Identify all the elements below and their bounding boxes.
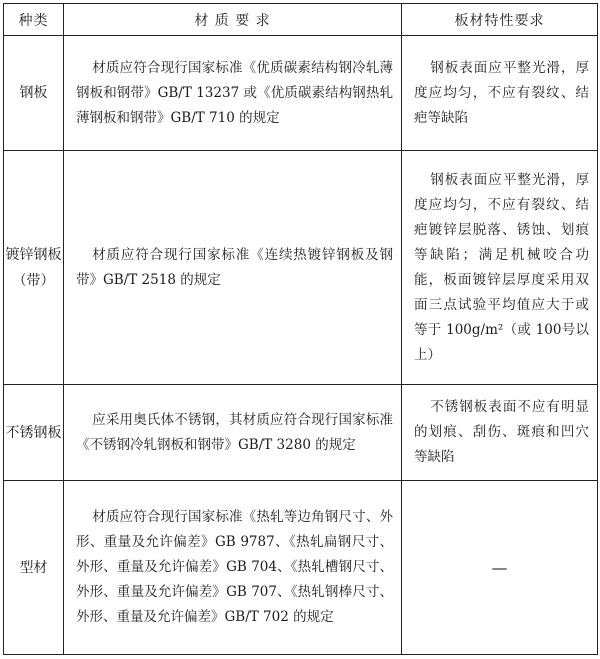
kind-cell: 钢板 (4, 36, 64, 151)
material-text: 材质应符合现行国家标准《热轧等边角钢尺寸、外形、重量及允许偏差》GB 9787、《热轧扁钢尺寸、外形、重量及允许偏差》GB 704、《热轧槽钢尺寸、外形、重量及允许偏差》GB 707、《热轧钢棒尺寸、外形、重量及允许偏差》GB/T 702 的规定 (76, 509, 393, 625)
table-row (4, 385, 598, 481)
material-spec-table (3, 3, 598, 655)
sheet-cell (402, 36, 598, 151)
sheet-cell-empty-dash: — (402, 481, 598, 655)
header-kind: 种类 (4, 4, 64, 36)
sheet-text: 钢板表面应平整光滑，厚度应均匀，不应有裂纹、结疤等缺陷 (414, 59, 589, 126)
kind-cell: 镀锌钢板（带） (4, 151, 64, 385)
kind-cell: 型材 (4, 481, 64, 655)
table-row (4, 151, 598, 385)
sheet-text: 钢板表面应平整光滑，厚度应均匀，不应有裂纹、结疤镀锌层脱落、锈蚀、划痕等缺陷；满足机械咬合功能，板面镀锌层厚度采用双面三点试验平均值应大于或等于 100g/m²（或 100号以上） (414, 171, 589, 363)
header-material: 材 质 要 求 (64, 4, 402, 36)
sheet-cell (402, 385, 598, 481)
table-row (4, 481, 598, 655)
material-cell (64, 36, 402, 151)
material-text: 材质应符合现行国家标准《连续热镀锌钢板及钢带》GB/T 2518 的规定 (76, 246, 393, 288)
table-row (4, 36, 598, 151)
sheet-cell (402, 151, 598, 385)
header-sheet: 板材特性要求 (402, 4, 598, 36)
material-cell (64, 481, 402, 655)
sheet-text: 不锈钢板表面不应有明显的划痕、刮伤、斑痕和凹穴等缺陷 (414, 399, 589, 465)
material-cell (64, 151, 402, 385)
material-text: 应采用奥氏体不锈钢，其材质应符合现行国家标准《不锈钢冷轧钢板和钢带》GB/T 3280 的规定 (76, 411, 393, 453)
material-cell (64, 385, 402, 481)
kind-cell: 不锈钢板 (4, 385, 64, 481)
table-header-row (4, 4, 598, 36)
material-text: 材质应符合现行国家标准《优质碳素结构钢冷轧薄钢板和钢带》GB/T 13237 或《优质碳素结构钢热轧薄钢板和钢带》GB/T 710 的规定 (76, 59, 393, 126)
